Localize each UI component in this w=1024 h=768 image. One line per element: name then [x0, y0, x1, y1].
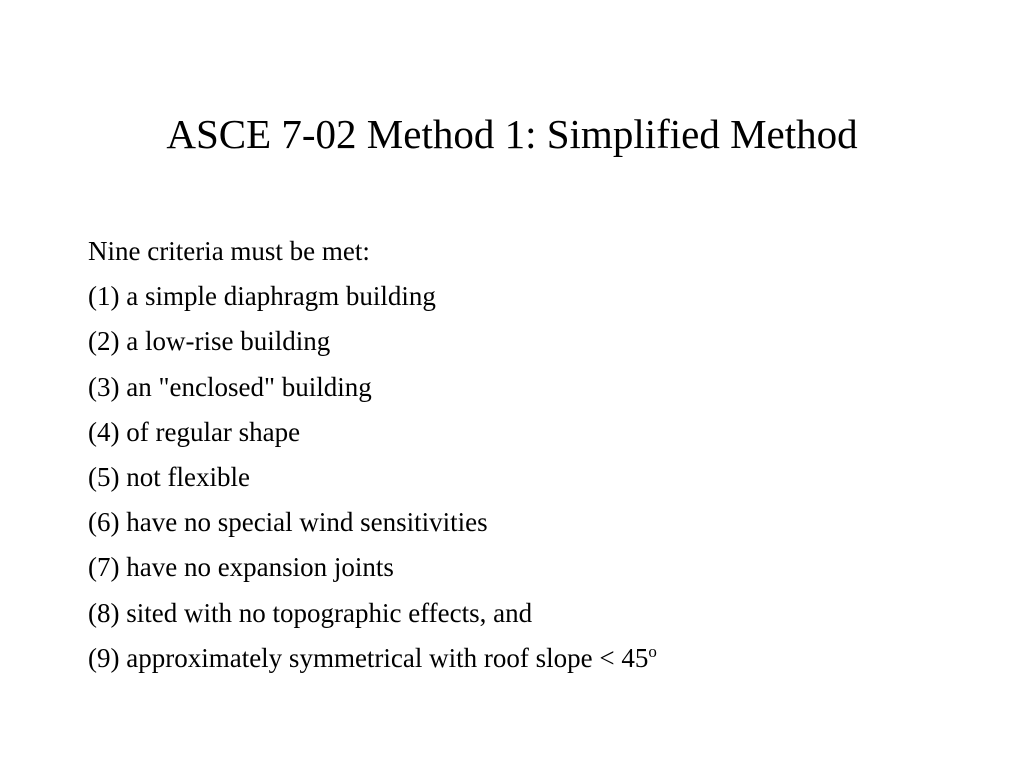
- degree-superscript: o: [648, 641, 657, 661]
- criterion-6: (6) have no special wind sensitivities: [88, 507, 488, 538]
- criterion-9-text: (9) approximately symmetrical with roof slope < 45: [88, 642, 649, 673]
- criterion-4: (4) of regular shape: [88, 416, 301, 447]
- intro-text: Nine criteria must be met:: [88, 236, 370, 266]
- criterion-7: (7) have no expansion joints: [88, 552, 394, 583]
- criterion-9: [88, 636, 988, 681]
- criterion-3: (3) an "enclosed" building: [88, 371, 372, 402]
- criterion-1: (1) a simple diaphragm building: [88, 281, 436, 312]
- slide-title: ASCE 7-02 Method 1: Simplified Method: [166, 111, 858, 157]
- criterion-5: (5) not flexible: [88, 462, 250, 493]
- criterion-2: (2) a low-rise building: [88, 326, 331, 357]
- slide-body: [88, 229, 988, 681]
- criterion-8: (8) sited with no topographic effects, and: [88, 597, 533, 628]
